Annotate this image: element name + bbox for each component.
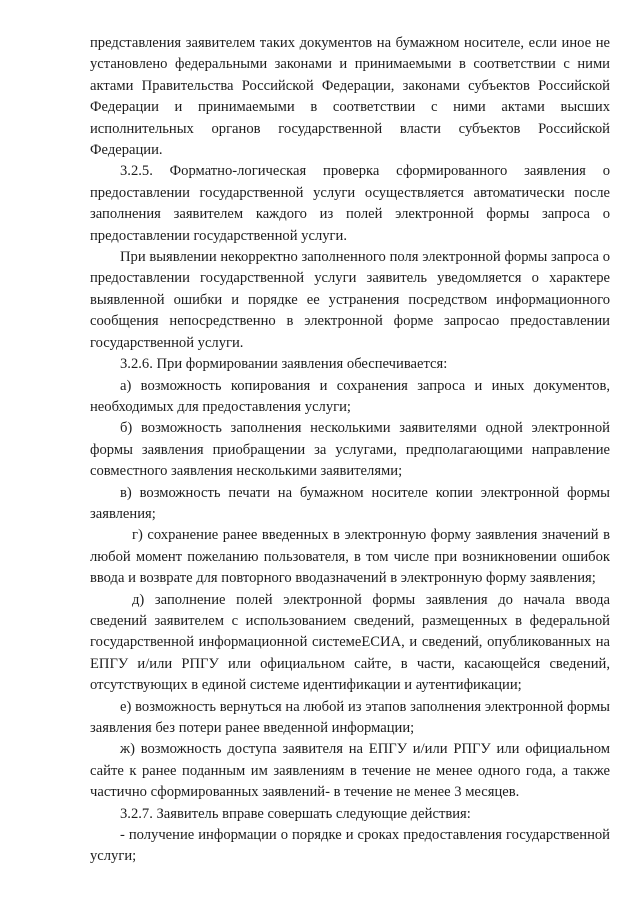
list-item-d: д) заполнение полей электронной формы заявления до начала ввода сведений заявителем с использованием сведений, размещенных в федеральной государственной информационной системеЕСИА, и сведений, опубликованных на ЕПГУ и/или РПГУ или официальном сайте, в части, касающейся сведений, отсутствующих в единой системе идентификации и аутентификации; xyxy=(90,591,610,694)
list-item-dash: - получение информации о порядке и сроках предоставления государственной услуги; xyxy=(90,827,610,865)
paragraph-3-2-5: 3.2.5. Форматно-логическая проверка сформированного заявления о предоставлении государственной услуги осуществляется автоматически после заполнения заявителем каждого из полей электронной формы запроса о предоставлении государственной услуги. xyxy=(90,163,610,244)
paragraph-3-2-6: 3.2.6. При формировании заявления обеспечивается: xyxy=(120,356,448,373)
list-item-b: б) возможность заполнения несколькими заявителями одной электронной формы заявления приобращении за услугами, предполагающими направление совместного заявления несколькими заявителями; xyxy=(90,420,610,480)
list-item-e: е) возможность вернуться на любой из этапов заполнения электронной формы заявления без потери ранее введенной информации; xyxy=(90,698,610,736)
paragraph-error-notice: При выявлении некорректно заполненного поля электронной формы запроса о предоставлении государственной услуги заявитель уведомляется о характере выявленной ошибки и порядке ее устранения посредством информационного сообщения непосредственно в электронной форме запросао предоставлении государственной услуги. xyxy=(90,249,610,351)
paragraph-continuation: представления заявителем таких документов на бумажном носителе, если иное не установлено федеральными законами и принимаемыми в соответствии с ними актами Правительства Российской Федерации, законами субъектов Российской Федерации и принимаемыми в соответствии с ними актами высших исполнительных органов государственной власти субъектов Российской Федерации. xyxy=(90,35,610,159)
list-item-a: а) возможность копирования и сохранения запроса и иных документов, необходимых для предоставления услуги; xyxy=(90,377,610,415)
document-body xyxy=(90,33,610,868)
paragraph-3-2-7: 3.2.7. Заявитель вправе совершать следующие действия: xyxy=(120,805,471,822)
list-item-zh: ж) возможность доступа заявителя на ЕПГУ и/или РПГУ или официальном сайте к ранее поданным им заявлениям в течение не менее одного года, а также частично сформированных заявлений- в течение не менее 3 месяцев. xyxy=(90,741,610,801)
list-item-g: г) сохранение ранее введенных в электронную форму заявления значений в любой момент пожеланию пользователя, в том числе при возникновении ошибок ввода и возврате для повторного вводазначений в электронную форму заявления; xyxy=(90,527,610,587)
list-item-v: в) возможность печати на бумажном носителе копии электронной формы заявления; xyxy=(90,484,610,522)
